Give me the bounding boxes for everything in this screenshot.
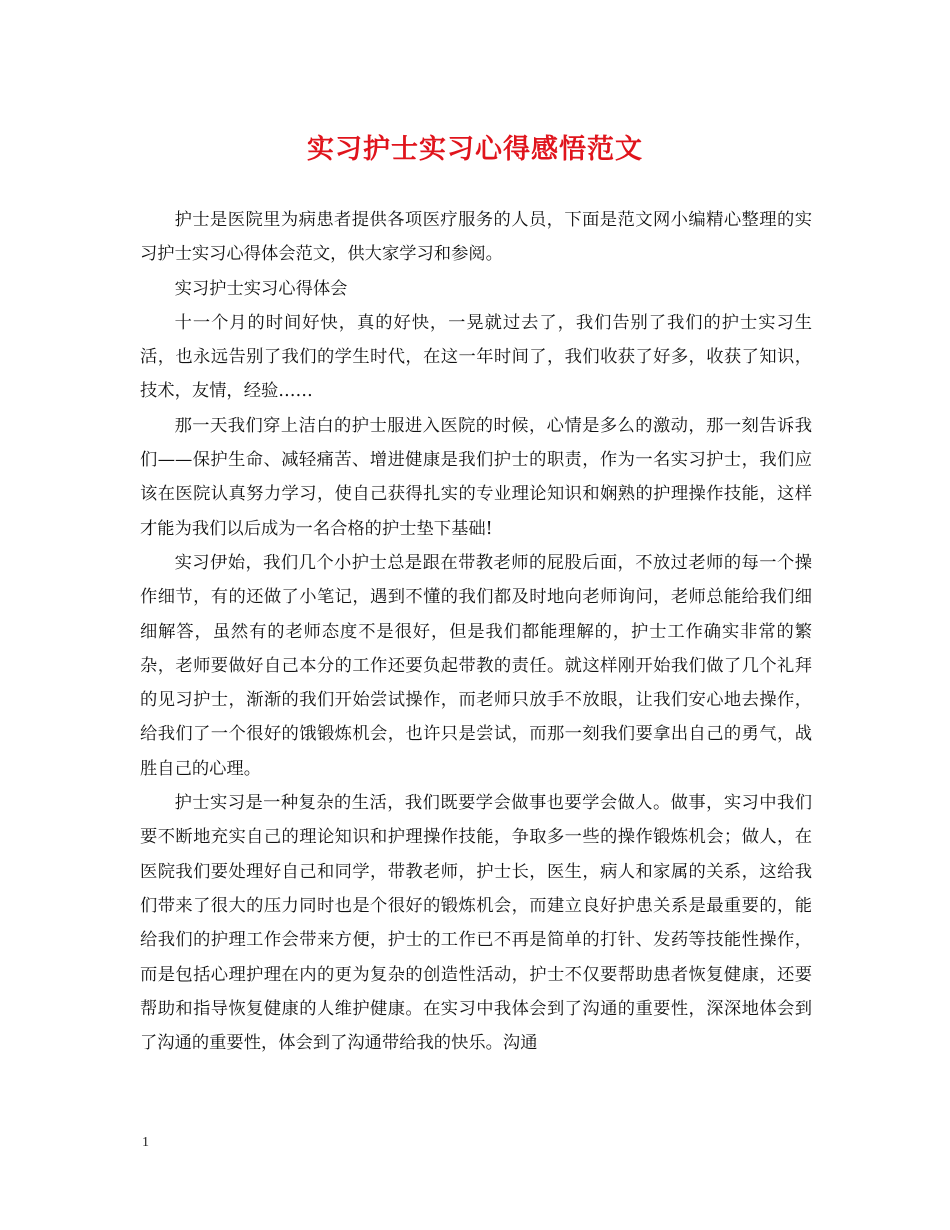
section-heading: 实习护士实习心得体会: [174, 278, 348, 299]
body-paragraph: 那一天我们穿上洁白的护士服进入医院的时候，心情是多么的激动，那一刻告诉我们——保护生命、减轻痛苦、增进健康是我们护士的职责，作为一名实习护士，我们应该在医院认真努力学习，使自己获得扎实的专业理论知识和娴熟的护理操作技能，这样才能为我们以后成为一名合格的护士垫下基础!: [140, 415, 812, 539]
intro-paragraph: 护士是医院里为病患者提供各项医疗服务的人员，下面是范文网小编精心整理的实习护士实习心得体会范文，供大家学习和参阅。: [140, 210, 812, 265]
body-paragraph: 实习伊始，我们几个小护士总是跟在带教老师的屁股后面，不放过老师的每一个操作细节，有的还做了小笔记，遇到不懂的我们都及时地向老师询问，老师总能给我们细细解答，虽然有的老师态度不是很好，但是我们都能理解的，护士工作确实非常的繁杂，老师要做好自己本分的工作还要负起带教的责任。就这样刚开始我们做了几个礼拜的见习护士，渐渐的我们开始尝试操作，而老师只放手不放眼，让我们安心地去操作，给我们了一个很好的饿锻炼机会，也许只是尝试，而那一刻我们要拿出自己的勇气，战胜自己的心理。: [140, 552, 812, 779]
document-title: 实习护士实习心得感悟范文: [307, 134, 643, 165]
page-number: 1: [142, 1135, 149, 1150]
body-paragraph: 护士实习是一种复杂的生活，我们既要学会做事也要学会做人。做事，实习中我们要不断地充实自己的理论知识和护理操作技能，争取多一些的操作锻炼机会；做人，在医院我们要处理好自己和同学，带教老师，护士长，医生，病人和家属的关系，这给我们带来了很大的压力同时也是个很好的锻炼机会，而建立良好护患关系是最重要的，能给我们的护理工作会带来方便，护士的工作已不再是简单的打针、发药等技能性操作，而是包括心理护理在内的更为复杂的创造性活动，护士不仅要帮助患者恢复健康，还要帮助和指导恢复健康的人维护健康。在实习中我体会到了沟通的重要性，深深地体会到了沟通的重要性，体会到了沟通带给我的快乐。沟通: [140, 793, 812, 1054]
body-paragraph: 十一个月的时间好快，真的好快，一晃就过去了，我们告别了我们的护士实习生活，也永远告别了我们的学生时代，在这一年时间了，我们收获了好多，收获了知识，技术，友情，经验……: [140, 312, 812, 402]
document-body: [140, 203, 812, 1060]
